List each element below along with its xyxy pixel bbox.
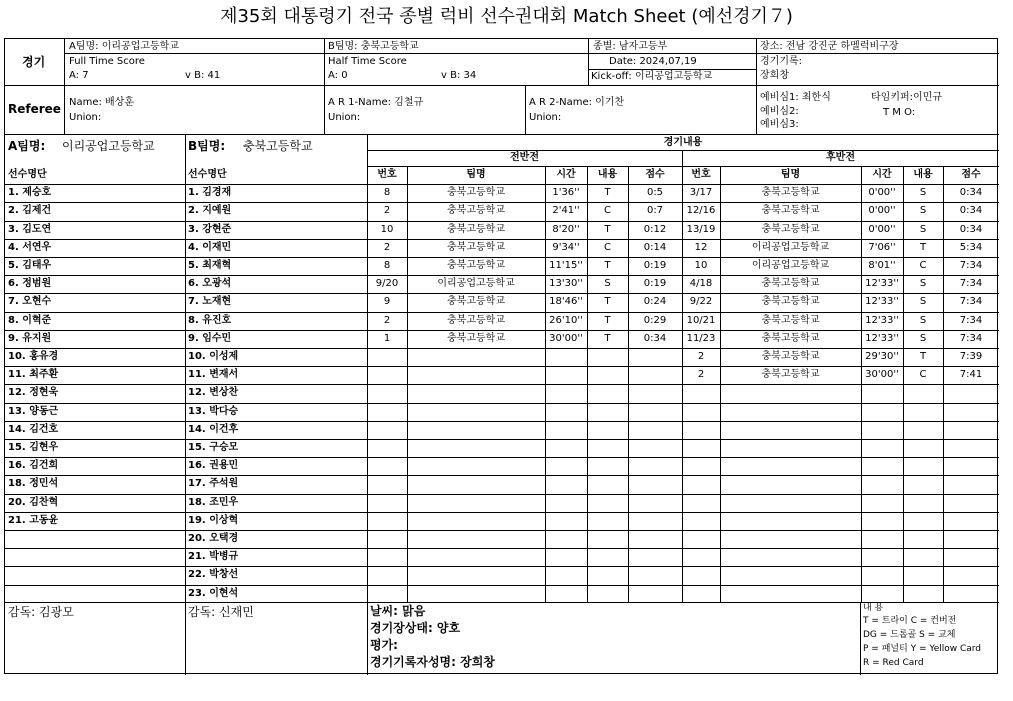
player-row: 4. 서연우 xyxy=(8,242,52,253)
event-cell: 충북고등학교 xyxy=(761,369,820,380)
event-cell: 충북고등학교 xyxy=(447,333,505,344)
player-row: 8. 유진호 xyxy=(188,315,232,326)
event-cell: 충북고등학교 xyxy=(761,278,820,289)
event-cell: 0:34 xyxy=(959,205,983,216)
player-row: 2. 김제건 xyxy=(8,205,52,216)
player-row: 15. 김현우 xyxy=(8,442,59,453)
player-row: 14. 이건후 xyxy=(188,424,239,435)
ar1-union: Union: xyxy=(328,112,361,123)
event-cell: 26'10'' xyxy=(549,315,583,326)
event-cell: 12'33'' xyxy=(865,333,899,344)
referee-name: Name: 배상훈 xyxy=(69,97,135,108)
player-row: 18. 정민석 xyxy=(8,478,59,489)
roster-b-header: 선수명단 xyxy=(188,169,227,180)
event-cell: 2 xyxy=(383,315,391,326)
event-cell: 0:14 xyxy=(643,242,667,253)
column-header: 내용 xyxy=(913,169,933,180)
player-row: 11. 변재서 xyxy=(188,369,239,380)
event-cell: S xyxy=(919,315,927,326)
event-cell: C xyxy=(919,260,927,271)
half-time-score-b: v B: 34 xyxy=(441,70,477,81)
event-cell: 10/21 xyxy=(686,315,716,326)
player-row: 18. 조민우 xyxy=(188,497,239,508)
b-coach: 감독: 신재민 xyxy=(188,605,254,619)
tmo: T M O: xyxy=(883,107,916,118)
event-cell: 0:34 xyxy=(959,224,983,235)
event-cell: 충북고등학교 xyxy=(761,333,820,344)
venue: 장소: 전남 강진군 하멜럭비구장 xyxy=(760,41,899,52)
event-cell: S xyxy=(919,278,927,289)
event-cell: T xyxy=(604,187,611,198)
legend-line: DG = 드롭골 S = 교체 xyxy=(863,630,956,640)
player-row: 14. 김건호 xyxy=(8,424,59,435)
column-header: 점수 xyxy=(961,169,981,180)
event-cell: 0'00'' xyxy=(868,224,896,235)
player-row: 5. 김태우 xyxy=(8,260,52,271)
event-cell: 7:34 xyxy=(959,260,983,271)
event-cell: 8'01'' xyxy=(868,260,896,271)
event-cell: 9 xyxy=(383,296,391,307)
division: 종별: 남자고등부 xyxy=(593,41,668,52)
player-row: 1. 제승호 xyxy=(8,187,52,198)
event-cell: 충북고등학교 xyxy=(447,260,505,271)
event-cell: C xyxy=(604,242,611,253)
player-row: 9. 유지원 xyxy=(8,333,52,344)
player-row: 16. 김건희 xyxy=(8,460,59,471)
player-row: 10. 홍유경 xyxy=(8,351,59,362)
player-row: 11. 최주환 xyxy=(8,369,59,380)
kickoff: Kick-off: 이리공업고등학교 xyxy=(591,71,713,82)
event-cell: 0'00'' xyxy=(868,205,896,216)
event-cell: S xyxy=(919,187,927,198)
match-sheet xyxy=(4,38,998,674)
recorder-signature: 경기기록자성명: 장희창 xyxy=(370,655,495,669)
event-cell: 12 xyxy=(694,242,708,253)
event-cell: 8 xyxy=(383,260,391,271)
half-time-label: Half Time Score xyxy=(328,56,407,67)
player-row: 19. 이상혁 xyxy=(188,515,239,526)
event-cell: 충북고등학교 xyxy=(447,242,505,253)
event-cell: 2 xyxy=(697,351,705,362)
event-cell: 1'36'' xyxy=(552,187,580,198)
player-row: 21. 박병규 xyxy=(188,551,239,562)
event-cell: T xyxy=(919,351,927,362)
event-cell: S xyxy=(604,278,611,289)
column-header: 번호 xyxy=(377,169,397,180)
header-b-team: B팀명: 충북고등학교 xyxy=(328,41,419,52)
event-cell: 2 xyxy=(697,369,705,380)
player-row: 16. 권용민 xyxy=(188,460,239,471)
reserve-referee-3: 예비심3: xyxy=(760,119,799,130)
event-cell: 0:5 xyxy=(646,187,664,198)
record-label: 경기기록: xyxy=(760,56,803,67)
timekeeper: 타임키퍼:이민규 xyxy=(871,92,942,103)
player-row: 21. 고동윤 xyxy=(8,515,59,526)
event-cell: 0:34 xyxy=(643,333,667,344)
weather: 날씨: 맑음 xyxy=(370,604,426,618)
player-row: 6. 오광석 xyxy=(188,278,232,289)
event-cell: 4/18 xyxy=(689,278,713,289)
referee-union: Union: xyxy=(69,112,102,123)
event-cell: S xyxy=(919,224,927,235)
event-cell: 0:34 xyxy=(959,187,983,198)
page-title: 제35회 대통령기 전국 종별 럭비 선수권대회 Match Sheet (예선경기７) xyxy=(220,6,793,27)
event-cell: 충북고등학교 xyxy=(447,315,505,326)
player-row: 20. 오택경 xyxy=(188,533,239,544)
first-half-label: 전반전 xyxy=(510,152,539,163)
half-time-score-a: A: 0 xyxy=(328,70,348,81)
event-cell: 3/17 xyxy=(689,187,713,198)
roster-b-team-label: B팀명: xyxy=(188,139,226,153)
column-header: 팀명 xyxy=(466,169,486,180)
roster-a-team-label: A팀명: xyxy=(8,139,46,153)
field-state: 경기장상태: 양호 xyxy=(370,621,461,635)
a-coach: 감독: 김광모 xyxy=(8,605,74,619)
event-cell: 12'33'' xyxy=(865,315,899,326)
player-row: 4. 이재민 xyxy=(188,242,232,253)
recorder: 장희창 xyxy=(760,70,789,81)
player-row: 9. 임수민 xyxy=(188,333,232,344)
event-cell: T xyxy=(604,296,611,307)
player-row: 13. 양동근 xyxy=(8,406,59,417)
event-cell: 18'46'' xyxy=(549,296,583,307)
player-row: 17. 주석원 xyxy=(188,478,239,489)
column-header: 내용 xyxy=(597,169,618,180)
player-row: 8. 이혁준 xyxy=(8,315,52,326)
event-cell: 0:19 xyxy=(643,278,667,289)
event-cell: 2'41'' xyxy=(552,205,580,216)
player-row: 10. 이성제 xyxy=(188,351,239,362)
event-cell: 10 xyxy=(694,260,708,271)
event-cell: 충북고등학교 xyxy=(447,296,505,307)
second-half-label: 후반전 xyxy=(826,152,855,163)
event-cell: S xyxy=(919,296,927,307)
event-cell: 12'33'' xyxy=(865,278,899,289)
reserve-referee-1: 예비심1: 최한식 xyxy=(760,92,831,103)
column-header: 점수 xyxy=(645,169,665,180)
player-row: 15. 구승모 xyxy=(188,442,239,453)
event-cell: 이리공업고등학교 xyxy=(751,242,830,253)
full-time-label: Full Time Score xyxy=(69,56,145,67)
player-row: 20. 김찬혁 xyxy=(8,497,59,508)
event-cell: 충북고등학교 xyxy=(447,205,505,216)
player-row: 6. 정범원 xyxy=(8,278,52,289)
event-cell: 8 xyxy=(383,187,391,198)
event-cell: 0:29 xyxy=(643,315,667,326)
event-cell: T xyxy=(604,224,611,235)
event-cell: 2 xyxy=(383,242,391,253)
event-cell: 30'00'' xyxy=(865,369,899,380)
event-cell: 13'30'' xyxy=(549,278,583,289)
legend-line: P = 패널티 Y = Yellow Card xyxy=(863,644,982,654)
roster-a-header: 선수명단 xyxy=(8,169,47,180)
event-cell: S xyxy=(919,205,927,216)
event-cell: 충북고등학교 xyxy=(761,351,820,362)
full-time-score-b: v B: 41 xyxy=(185,70,221,81)
event-cell: S xyxy=(919,333,927,344)
event-cell: 29'30'' xyxy=(865,351,899,362)
referee-label: Referee xyxy=(8,102,61,116)
event-cell: 7:41 xyxy=(959,369,983,380)
event-cell: 1 xyxy=(383,333,391,344)
event-cell: 7:34 xyxy=(959,278,983,289)
event-cell: 7:34 xyxy=(959,333,983,344)
ar2-union: Union: xyxy=(529,112,562,123)
event-cell: 9/22 xyxy=(689,296,713,307)
event-cell: 30'00'' xyxy=(549,333,583,344)
event-cell: 5:34 xyxy=(959,242,983,253)
player-row: 22. 박창선 xyxy=(188,569,239,580)
event-cell: 10 xyxy=(380,224,394,235)
event-cell: 충북고등학교 xyxy=(447,187,505,198)
legend-title: 내 용 xyxy=(863,603,884,613)
event-cell: 0:24 xyxy=(643,296,667,307)
event-cell: 11/23 xyxy=(686,333,716,344)
player-row: 1. 김경재 xyxy=(188,187,232,198)
player-row: 13. 박다승 xyxy=(188,406,239,417)
event-cell: T xyxy=(604,315,611,326)
event-cell: 8'20'' xyxy=(552,224,580,235)
player-row: 12. 정현욱 xyxy=(8,387,59,398)
column-header: 번호 xyxy=(691,169,711,180)
legend-line: R = Red Card xyxy=(863,658,924,668)
event-cell: C xyxy=(604,205,611,216)
event-cell: 11'15'' xyxy=(549,260,583,271)
event-cell: 12'33'' xyxy=(865,296,899,307)
full-time-score-a: A: 7 xyxy=(69,70,89,81)
event-cell: 7:34 xyxy=(959,296,983,307)
event-cell: 충북고등학교 xyxy=(761,315,820,326)
column-header: 시간 xyxy=(556,169,576,180)
event-cell: 충북고등학교 xyxy=(761,296,820,307)
game-label: 경기 xyxy=(22,55,46,69)
ar2-name: A R 2-Name: 이기찬 xyxy=(529,97,625,108)
event-cell: 0:19 xyxy=(643,260,667,271)
evaluation: 평가: xyxy=(370,638,398,652)
column-header: 팀명 xyxy=(780,169,801,180)
event-cell: C xyxy=(919,369,927,380)
player-row: 7. 노재현 xyxy=(188,296,232,307)
event-cell: T xyxy=(604,333,611,344)
game-content-title: 경기내용 xyxy=(663,137,703,148)
event-cell: 충북고등학교 xyxy=(761,224,820,235)
event-cell: 이리공업고등학교 xyxy=(751,260,830,271)
roster-a-team-name: 이리공업고등학교 xyxy=(62,139,155,153)
event-cell: 9'34'' xyxy=(552,242,580,253)
event-cell: 0:7 xyxy=(646,205,664,216)
legend-line: T = 트라이 C = 컨버전 xyxy=(863,616,957,626)
event-cell: 7:34 xyxy=(959,315,983,326)
player-row: 5. 최재혁 xyxy=(188,260,232,271)
reserve-referee-2: 예비심2: xyxy=(760,106,799,117)
event-cell: 충북고등학교 xyxy=(447,224,505,235)
event-cell: 9/20 xyxy=(375,278,399,289)
event-cell: 13/19 xyxy=(686,224,716,235)
column-header: 시간 xyxy=(872,169,892,180)
event-cell: T xyxy=(604,260,611,271)
event-cell: 충북고등학교 xyxy=(761,187,820,198)
event-cell: T xyxy=(919,242,927,253)
ar1-name: A R 1-Name: 김철규 xyxy=(328,97,424,108)
player-row: 7. 오현수 xyxy=(8,296,52,307)
player-row: 3. 강현준 xyxy=(188,224,232,235)
event-cell: 0'00'' xyxy=(868,187,896,198)
roster-b-team-name: 충북고등학교 xyxy=(243,139,313,153)
player-row: 3. 김도연 xyxy=(8,224,52,235)
player-row: 12. 변상찬 xyxy=(188,387,239,398)
event-cell: 0:12 xyxy=(643,224,667,235)
event-cell: 충북고등학교 xyxy=(761,205,820,216)
event-cell: 2 xyxy=(383,205,391,216)
event-cell: 7'06'' xyxy=(868,242,896,253)
event-cell: 12/16 xyxy=(686,205,716,216)
event-cell: 이리공업고등학교 xyxy=(437,278,515,289)
player-row: 2. 지예원 xyxy=(188,205,232,216)
header-a-team: A팀명: 이리공업고등학교 xyxy=(69,41,179,52)
event-cell: 7:39 xyxy=(959,351,983,362)
match-date: Date: 2024,07,19 xyxy=(609,56,697,67)
player-row: 23. 이현석 xyxy=(188,588,239,599)
